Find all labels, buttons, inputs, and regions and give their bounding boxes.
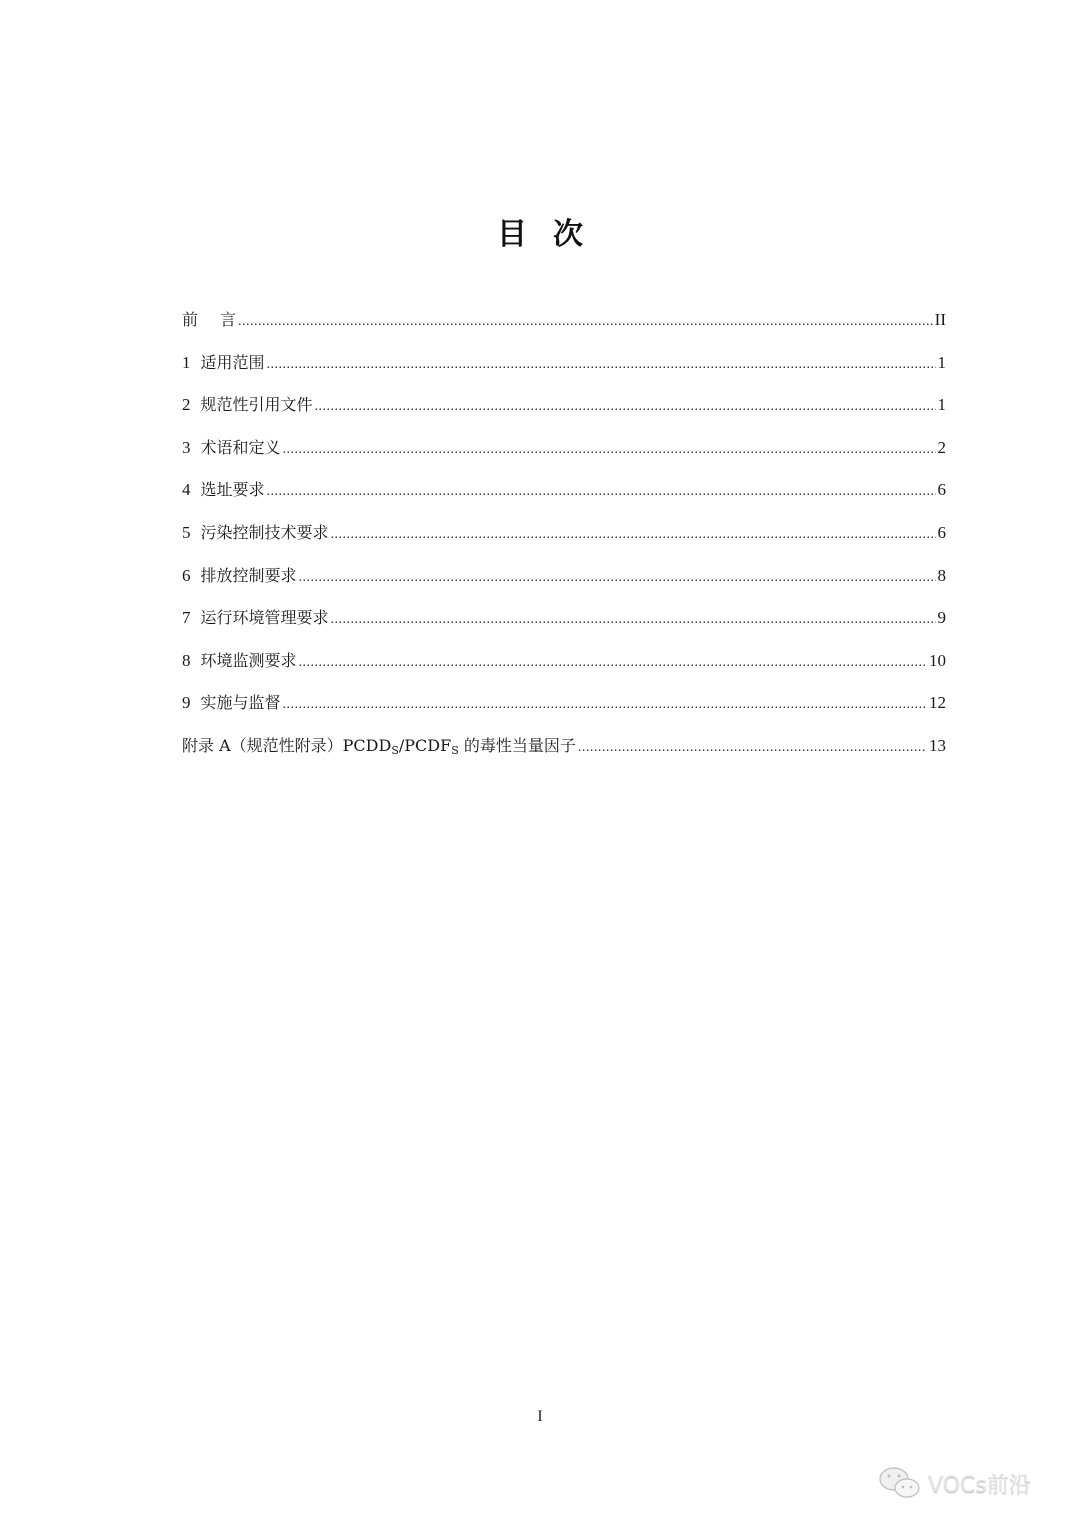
toc-page-number: II [934, 310, 946, 329]
toc-label: 运行环境管理要求 [200, 608, 329, 628]
toc-section-number: 7 [182, 608, 191, 628]
toc-page-number: 12 [929, 693, 946, 713]
toc-page-number: 1 [937, 352, 946, 372]
toc-page-number: 9 [937, 608, 946, 628]
toc-entry[interactable] [182, 393, 946, 436]
page-title: 目次 [497, 217, 609, 252]
toc-section-number: 2 [182, 395, 191, 415]
toc-label: 术语和定义 [200, 437, 281, 457]
table-of-contents [182, 308, 946, 777]
toc-section-number: 5 [182, 522, 191, 542]
toc-label: 污染控制技术要求 [200, 522, 329, 542]
toc-label: 规范性引用文件 [200, 395, 313, 415]
dot-leader [299, 651, 927, 675]
toc-entry[interactable] [182, 564, 946, 607]
dot-leader [578, 736, 927, 760]
toc-page-number: 13 [929, 735, 946, 755]
dot-leader [331, 608, 936, 632]
toc-page-number: 6 [937, 480, 946, 500]
toc-label: 前言 [182, 310, 237, 329]
dot-leader [315, 395, 936, 419]
toc-section-number: 6 [182, 565, 191, 585]
toc-page-number: 10 [929, 650, 946, 670]
toc-entry[interactable] [182, 351, 946, 394]
toc-label: 选址要求 [200, 480, 265, 500]
toc-entry-preface[interactable] [182, 308, 946, 351]
dot-leader [267, 480, 936, 504]
toc-page-number: 2 [937, 437, 946, 457]
toc-entry[interactable] [182, 436, 946, 479]
toc-entry[interactable] [182, 521, 946, 564]
toc-label: 环境监测要求 [200, 650, 297, 670]
toc-label: 适用范围 [200, 352, 265, 372]
toc-section-number: 4 [182, 480, 191, 500]
toc-page-number: 1 [937, 395, 946, 415]
dot-leader [238, 310, 933, 334]
dot-leader [267, 353, 936, 377]
toc-entry[interactable] [182, 478, 946, 521]
toc-section-number: 9 [182, 693, 191, 713]
toc-label: 实施与监督 [200, 693, 281, 713]
toc-label: 附录 A（规范性附录）$PCDD_S/PCDF_S$ 的毒性当量因子 [182, 735, 576, 757]
toc-label: 排放控制要求 [200, 565, 297, 585]
watermark-text: VOCs前沿 [928, 1472, 1031, 1498]
toc-entry[interactable] [182, 606, 946, 649]
toc-entry[interactable] [182, 649, 946, 692]
toc-section-number: 3 [182, 437, 191, 457]
wechat-icon [878, 1466, 922, 1500]
toc-entry[interactable] [182, 691, 946, 734]
dot-leader [283, 693, 927, 717]
toc-page-number: 6 [937, 522, 946, 542]
toc-section-number: 8 [182, 650, 191, 670]
toc-entry-appendix-a[interactable] [182, 734, 946, 777]
page-number: I [537, 1408, 543, 1425]
dot-leader [331, 523, 936, 547]
toc-section-number: 1 [182, 352, 191, 372]
watermark [878, 1466, 1031, 1500]
toc-page-number: 8 [937, 565, 946, 585]
dot-leader [283, 438, 936, 462]
dot-leader [299, 566, 936, 590]
